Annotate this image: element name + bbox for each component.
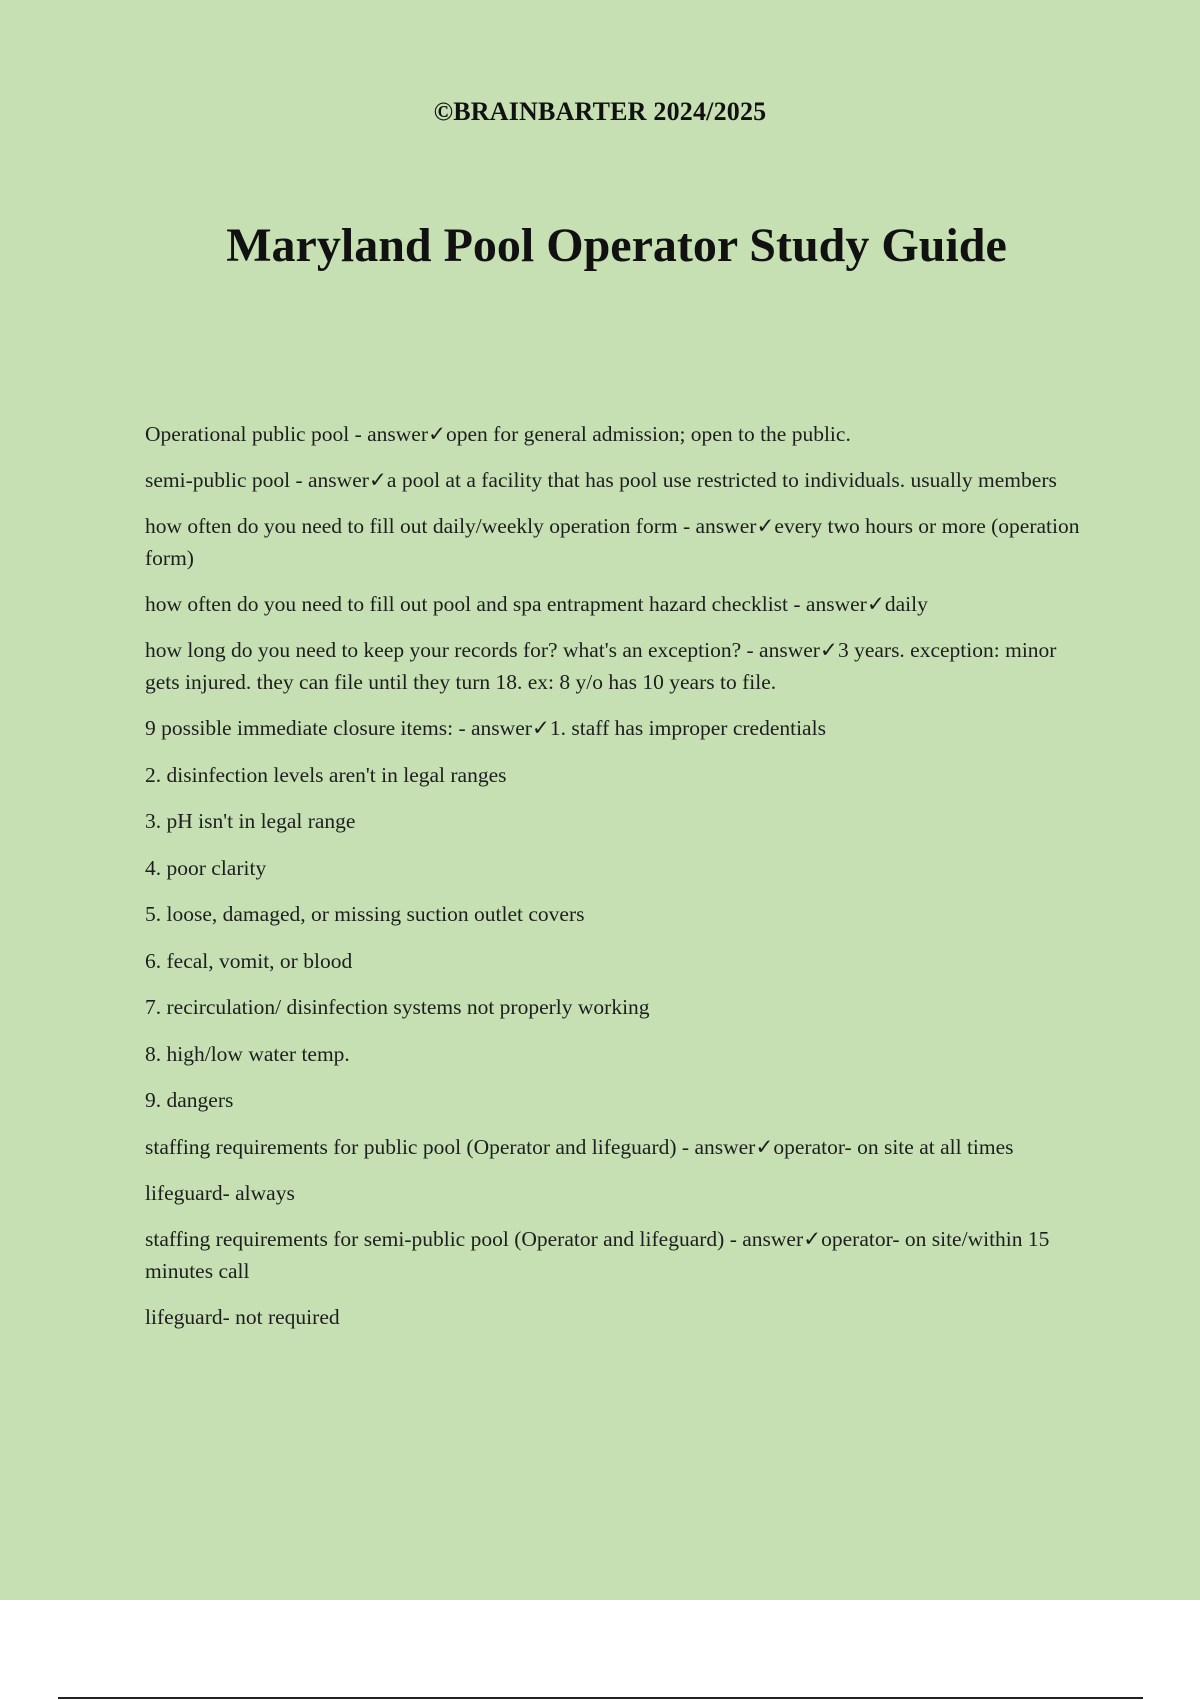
list-item: 4. poor clarity — [145, 855, 267, 880]
page-title: Maryland Pool Operator Study Guide — [226, 219, 1007, 272]
list-item: 7. recirculation/ disinfection systems not properly working — [145, 995, 650, 1019]
list-item: 2. disinfection levels aren't in legal ranges — [145, 762, 507, 787]
list-item: 3. pH isn't in legal range — [145, 809, 356, 833]
list-item: 8. high/low water temp. — [145, 1041, 350, 1066]
qa-entry-closure-items: 9 possible immediate closure items: - answer✓1. staff has improper credentials — [145, 716, 826, 740]
qa-entry-semi-public-pool-staffing: staffing requirements for semi-public pool (Operator and lifeguard) - answer✓operator- on site/within 15 minutes call — [145, 1227, 1050, 1283]
qa-entry-operation-form: how often do you need to fill out daily/weekly operation form - answer✓every two hours or more (operation form) — [145, 514, 1080, 570]
list-item: 6. fecal, vomit, or blood — [145, 948, 353, 973]
list-item: lifeguard- always — [145, 1180, 295, 1205]
qa-entry-operational-public-pool: Operational public pool - answer✓open for general admission; open to the public. — [145, 422, 851, 446]
list-item: lifeguard- not required — [145, 1305, 340, 1329]
footer-divider — [58, 1697, 1143, 1699]
study-guide-content — [145, 418, 1085, 1348]
list-item: 5. loose, damaged, or missing suction outlet covers — [145, 902, 585, 926]
qa-entry-public-pool-staffing: staffing requirements for public pool (Operator and lifeguard) - answer✓operator- on site at all times — [145, 1134, 1014, 1159]
list-item: 9. dangers — [145, 1088, 234, 1112]
copyright-header: ©BRAINBARTER 2024/2025 — [433, 97, 767, 126]
qa-entry-entrapment-checklist: how often do you need to fill out pool and spa entrapment hazard checklist - answer✓daily — [145, 592, 928, 616]
qa-entry-records-retention: how long do you need to keep your records for? what's an exception? - answer✓3 years. exception: minor gets injured. they can file until they turn 18. ex: 8 y/o has 10 years to file. — [145, 638, 1057, 694]
qa-entry-semi-public-pool: semi-public pool - answer✓a pool at a facility that has pool use restricted to individuals. usually members — [145, 468, 1057, 492]
